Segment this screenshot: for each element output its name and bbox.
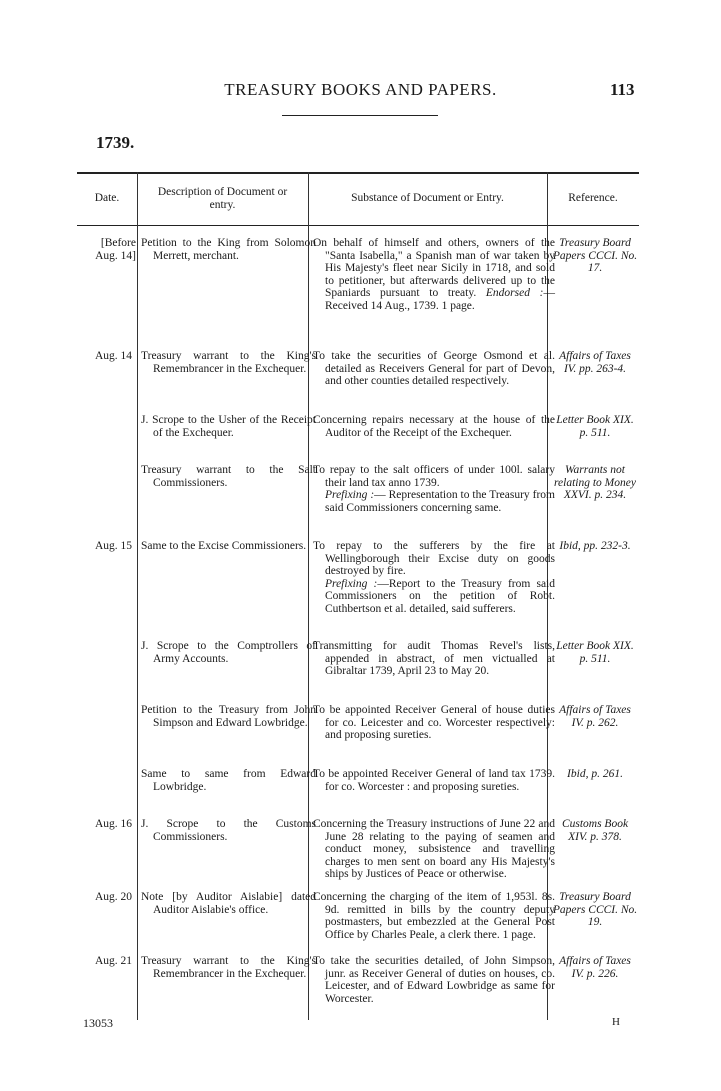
substance-note-label: Prefixing : xyxy=(325,577,378,590)
row-substance xyxy=(313,237,555,313)
row-substance: Transmitting for audit Thomas Revel's lists, appended in abstract, of men victualled at Gibraltar 1739, April 23 to May 20. xyxy=(313,640,555,678)
row-date: Aug. 21 xyxy=(94,955,132,967)
row-date: Aug. 14 xyxy=(94,350,132,362)
row-substance: Concerning the Treasury instructions of June 22 and June 28 relating to the paying of seamen and conduct money, subsistence and travelling charges to men sent on board any His Majesty's ships by Justices of Peace or otherwise. xyxy=(313,818,555,881)
column-divider xyxy=(137,172,138,1020)
row-substance: To be appointed Receiver General of house duties for co. Leicester and co. Worcester respectively: and proposing sureties. xyxy=(313,704,555,742)
row-reference: Customs Book XIV. p. 378. xyxy=(561,818,629,843)
row-substance: Concerning repairs necessary at the house of the Auditor of the Receipt of the Exchequer. xyxy=(313,414,555,439)
row-description: Note [by Auditor Aislabie] dated Auditor Aislabie's office. xyxy=(141,891,316,916)
row-reference: Affairs of Taxes IV. p. 262. xyxy=(559,704,631,729)
row-reference: Treasury Board Papers CCCI. No. 19. xyxy=(552,891,638,929)
row-date: Aug. 16 xyxy=(94,818,132,830)
row-reference: Ibid, pp. 232-3. xyxy=(559,540,631,552)
substance-note: — Representation to the Treasury from said Commissioners concerning same. xyxy=(325,489,555,514)
row-reference: Affairs of Taxes IV. p. 226. xyxy=(559,955,631,980)
row-reference: Ibid, p. 261. xyxy=(567,768,623,780)
column-header-reference: Reference. xyxy=(568,192,618,204)
row-reference: Letter Book XIX. p. 511. xyxy=(556,414,634,439)
column-header-description: Description of Document or entry. xyxy=(157,185,288,211)
substance-text: On behalf of himself and others, owners of the "Santa Isabella," a Spanish man of war taken by His Majesty's fleet near Sicily in 1718, and sold to petitioner, but afterwards delivered up to the Spaniards pursuant to treaty. xyxy=(313,237,555,300)
row-substance xyxy=(313,540,555,616)
substance-text: To repay to the salt officers of under 100l. salary their land tax anno 1739. xyxy=(313,464,555,489)
year-heading: 1739. xyxy=(96,133,135,152)
row-substance: To be appointed Receiver General of land tax 1739. for co. Worcester : and proposing sureties. xyxy=(313,768,555,793)
substance-note-label: Endorsed : xyxy=(485,287,544,300)
row-reference: Letter Book XIX. p. 511. xyxy=(556,640,634,665)
row-description: Same to the Excise Commissioners. xyxy=(141,540,307,552)
row-reference: Treasury Board Papers CCCI. No. 17. xyxy=(552,237,638,275)
header-rule xyxy=(282,115,438,116)
gathering-mark: H xyxy=(612,1016,620,1028)
row-substance: To take the securities detailed, of John Simpson, junr. as Receiver General of duties on houses, co. Leicester, and of Edward Lowbridge as same for Worcester. xyxy=(313,955,555,1005)
page-number: 113 xyxy=(610,80,635,99)
signature-mark: 13053 xyxy=(83,1016,113,1030)
substance-note-label: Prefixing : xyxy=(325,489,375,502)
row-description: Treasury warrant to the King's Remembrancer in the Exchequer. xyxy=(141,350,316,375)
row-description: Petition to the Treasury from John Simpson and Edward Lowbridge. xyxy=(141,704,316,729)
row-description: J. Scrope to the Usher of the Receipt of the Exchequer. xyxy=(141,414,316,439)
row-description: Treasury warrant to the King's Remembrancer in the Exchequer. xyxy=(141,955,316,980)
table-header-rule xyxy=(77,225,639,226)
column-header-substance: Substance of Document or Entry. xyxy=(351,192,504,204)
row-description: Petition to the King from Solomon Merrett, merchant. xyxy=(141,237,316,262)
row-substance xyxy=(313,464,555,514)
substance-text: To repay to the sufferers by the fire at Wellingborough their Excise duty on goods destroyed by fire. xyxy=(313,540,555,578)
column-header-date: Date. xyxy=(94,192,120,204)
row-substance: To take the securities of George Osmond et al. detailed as Receivers General for part of Devon, and other counties detailed respectively. xyxy=(313,350,555,388)
row-date: [Before Aug. 14] xyxy=(95,237,136,262)
row-substance: Concerning the charging of the item of 1,953l. 8s. 9d. remitted in bills by the country deputy postmasters, but embezzled at the General Post Office by Charles Peale, a clerk there. 1 page. xyxy=(313,891,555,941)
row-date: Aug. 15 xyxy=(94,540,132,552)
row-description: J. Scrope to the Comptrollers of Army Accounts. xyxy=(141,640,316,665)
row-description: Treasury warrant to the Salt Commissioners. xyxy=(141,464,316,489)
running-title: TREASURY BOOKS AND PAPERS. xyxy=(224,80,497,99)
substance-note: —Received 14 Aug., 1739. 1 page. xyxy=(325,287,555,312)
row-date: Aug. 20 xyxy=(94,891,132,903)
row-description: J. Scrope to the Customs Commissioners. xyxy=(141,818,316,843)
row-reference: Warrants not relating to Money XXVI. p. 234. xyxy=(554,464,636,502)
substance-note: —Report to the Treasury from said Commissioners on the petition of Robt. Cuthbertson et al. detailed, said sufferers. xyxy=(325,577,555,615)
row-reference: Affairs of Taxes IV. pp. 263-4. xyxy=(559,350,631,375)
row-description: Same to same from Edward Lowbridge. xyxy=(141,768,316,793)
